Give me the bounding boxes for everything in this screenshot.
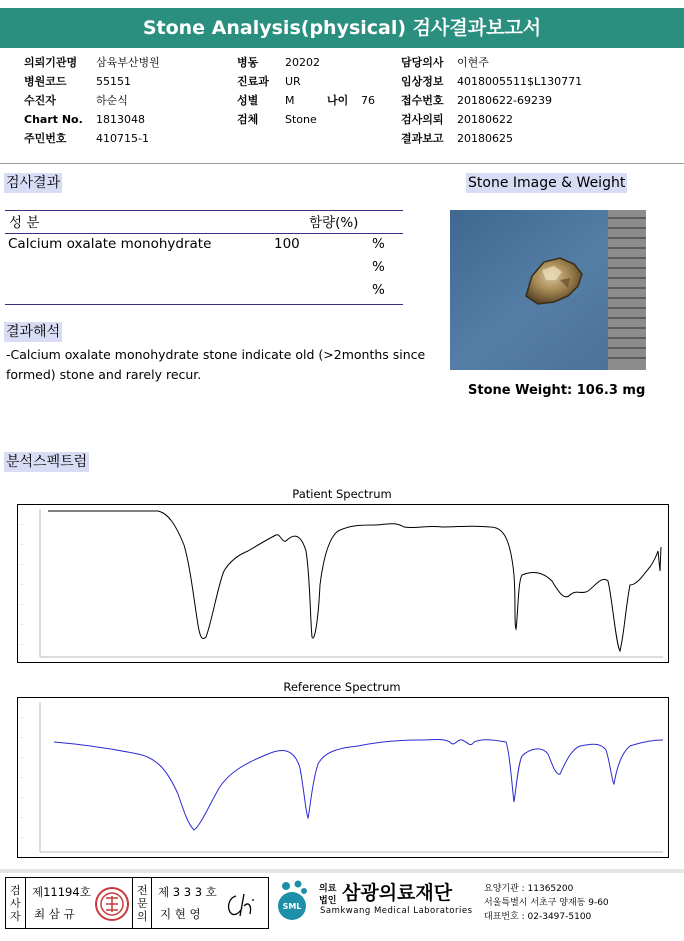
result-component: Calcium oxalate monohydrate bbox=[8, 236, 212, 252]
result-unit: % bbox=[372, 282, 385, 298]
stone-weight-value: 106.3 bbox=[576, 383, 618, 398]
patient-info-column-1 bbox=[24, 53, 160, 148]
result-value: 100 bbox=[274, 236, 300, 252]
reference-spectrum-plot bbox=[17, 697, 669, 858]
patient-info-column-3 bbox=[401, 53, 582, 148]
svg-text:---: --- bbox=[20, 642, 24, 646]
info-row bbox=[237, 91, 375, 110]
footer-divider bbox=[0, 869, 684, 873]
info-row bbox=[401, 110, 582, 129]
inspector-label-cell bbox=[6, 878, 26, 928]
org-logo-text: SML bbox=[282, 902, 302, 911]
svg-text:---: --- bbox=[20, 775, 24, 779]
info-key: 담당의사 bbox=[401, 56, 444, 69]
svg-text:---: --- bbox=[20, 835, 24, 839]
info-row bbox=[401, 129, 582, 148]
info-value: M bbox=[285, 94, 295, 107]
info-key: 수진자 bbox=[24, 94, 56, 107]
signature-graphic bbox=[222, 890, 262, 920]
info-value: 삼육부산병원 bbox=[96, 56, 160, 69]
info-row bbox=[24, 91, 160, 110]
org-prefix-bottom: 법인 bbox=[319, 896, 337, 906]
info-row bbox=[401, 91, 582, 110]
specialist-license: 제 3 3 3 호 bbox=[158, 885, 217, 899]
interpretation-text: -Calcium oxalate monohydrate stone indicate old (>2months since formed) stone and rarely recur. bbox=[6, 347, 426, 382]
info-value: 55151 bbox=[96, 75, 131, 88]
stone-weight-label: Stone Weight: bbox=[468, 383, 573, 398]
stone-photo-graphic bbox=[450, 210, 646, 370]
svg-text:---: --- bbox=[20, 602, 24, 606]
svg-text:---: --- bbox=[20, 735, 24, 739]
svg-text:---: --- bbox=[20, 815, 24, 819]
info-value: 4018005511$L130771 bbox=[457, 75, 583, 88]
info-key: Chart No. bbox=[24, 113, 83, 126]
org-logo-graphic bbox=[272, 878, 312, 924]
signature-box bbox=[5, 877, 269, 929]
interpretation-section-title: 결과해석 bbox=[6, 324, 61, 340]
info-key: 접수번호 bbox=[401, 94, 444, 107]
info-key: 검체 bbox=[237, 113, 259, 126]
info-row bbox=[237, 110, 375, 129]
specialist-signature bbox=[222, 890, 262, 924]
info-value: 20202 bbox=[285, 56, 320, 69]
inspector-license: 제11194호 bbox=[32, 885, 91, 899]
info-key: 진료과 bbox=[237, 75, 269, 88]
info-key: 의뢰기관명 bbox=[24, 56, 78, 69]
stone-image-section-title: Stone Image & Weight bbox=[468, 175, 626, 191]
patient-info-column-2 bbox=[237, 53, 375, 129]
info-value: UR bbox=[285, 75, 301, 88]
info-value: 이현주 bbox=[457, 56, 489, 69]
info-key: 결과보고 bbox=[401, 132, 444, 145]
svg-text:---: --- bbox=[20, 755, 24, 759]
org-address: 서울특별시 서초구 양재동 9-60 bbox=[484, 898, 609, 908]
column-header-component: 성 분 bbox=[9, 215, 40, 231]
info-row bbox=[24, 129, 160, 148]
org-name: 삼광의료재단 bbox=[342, 882, 453, 904]
org-code: 요양기관 : 11365200 bbox=[484, 884, 574, 894]
org-english-name: Samkwang Medical Laboratories bbox=[320, 906, 473, 916]
header-divider bbox=[0, 163, 684, 164]
stone-weight bbox=[468, 383, 645, 398]
patient-spectrum-graphic bbox=[18, 505, 668, 662]
info-key: 병원코드 bbox=[24, 75, 67, 88]
info-key: 주민번호 bbox=[24, 132, 67, 145]
svg-text:---: --- bbox=[20, 582, 24, 586]
reference-spectrum-graphic bbox=[18, 698, 668, 857]
org-prefix-top: 의료 bbox=[319, 884, 337, 894]
svg-text:---: --- bbox=[20, 522, 24, 526]
info-value: 20180622-69239 bbox=[457, 94, 552, 107]
patient-spectrum-plot bbox=[17, 504, 669, 663]
table-header-rule bbox=[5, 233, 403, 234]
svg-text:---: --- bbox=[20, 795, 24, 799]
seal-graphic bbox=[94, 886, 130, 922]
info-row bbox=[24, 53, 160, 72]
age-key: 나이 bbox=[327, 94, 349, 107]
result-unit: % bbox=[372, 236, 385, 252]
info-row bbox=[237, 53, 375, 72]
info-value: 20180625 bbox=[457, 132, 513, 145]
info-row bbox=[24, 72, 160, 91]
info-row bbox=[24, 110, 160, 129]
result-unit: % bbox=[372, 259, 385, 275]
info-key: 검사의뢰 bbox=[401, 113, 444, 126]
specialist-label: 전문의 bbox=[137, 884, 148, 923]
specialist-label-cell bbox=[132, 878, 152, 928]
info-key: 임상정보 bbox=[401, 75, 444, 88]
stone-photo bbox=[450, 210, 646, 370]
specialist-name: 지 현 영 bbox=[160, 907, 201, 921]
inspector-seal bbox=[94, 886, 130, 926]
svg-text:---: --- bbox=[20, 715, 24, 719]
svg-text:---: --- bbox=[20, 542, 24, 546]
svg-text:---: --- bbox=[20, 622, 24, 626]
info-row bbox=[401, 53, 582, 72]
spectrum-section-title: 분석스펙트럼 bbox=[6, 454, 88, 470]
inspector-label: 검사자 bbox=[10, 884, 21, 923]
patient-spectrum-title: Patient Spectrum bbox=[292, 487, 392, 501]
inspector-name: 최 삼 규 bbox=[34, 907, 75, 921]
info-key: 성별 bbox=[237, 94, 259, 107]
report-title: Stone Analysis(physical) 검사결과보고서 bbox=[0, 8, 684, 48]
org-logo bbox=[272, 878, 312, 928]
org-phone: 대표번호 : 02-3497-5100 bbox=[484, 912, 592, 922]
info-value: 하순식 bbox=[96, 94, 128, 107]
info-value: 1813048 bbox=[96, 113, 145, 126]
info-row bbox=[237, 72, 375, 91]
column-header-content: 함량(%) bbox=[309, 215, 359, 231]
info-value: Stone bbox=[285, 113, 317, 126]
age-value: 76 bbox=[361, 94, 375, 107]
result-section-title: 검사결과 bbox=[6, 175, 61, 191]
stone-weight-unit: mg bbox=[622, 383, 646, 398]
svg-text:---: --- bbox=[20, 562, 24, 566]
info-key: 병동 bbox=[237, 56, 259, 69]
table-bottom-rule bbox=[5, 304, 403, 305]
info-value: 20180622 bbox=[457, 113, 513, 126]
reference-spectrum-title: Reference Spectrum bbox=[283, 680, 401, 694]
info-value: 410715-1 bbox=[96, 132, 149, 145]
info-row bbox=[401, 72, 582, 91]
